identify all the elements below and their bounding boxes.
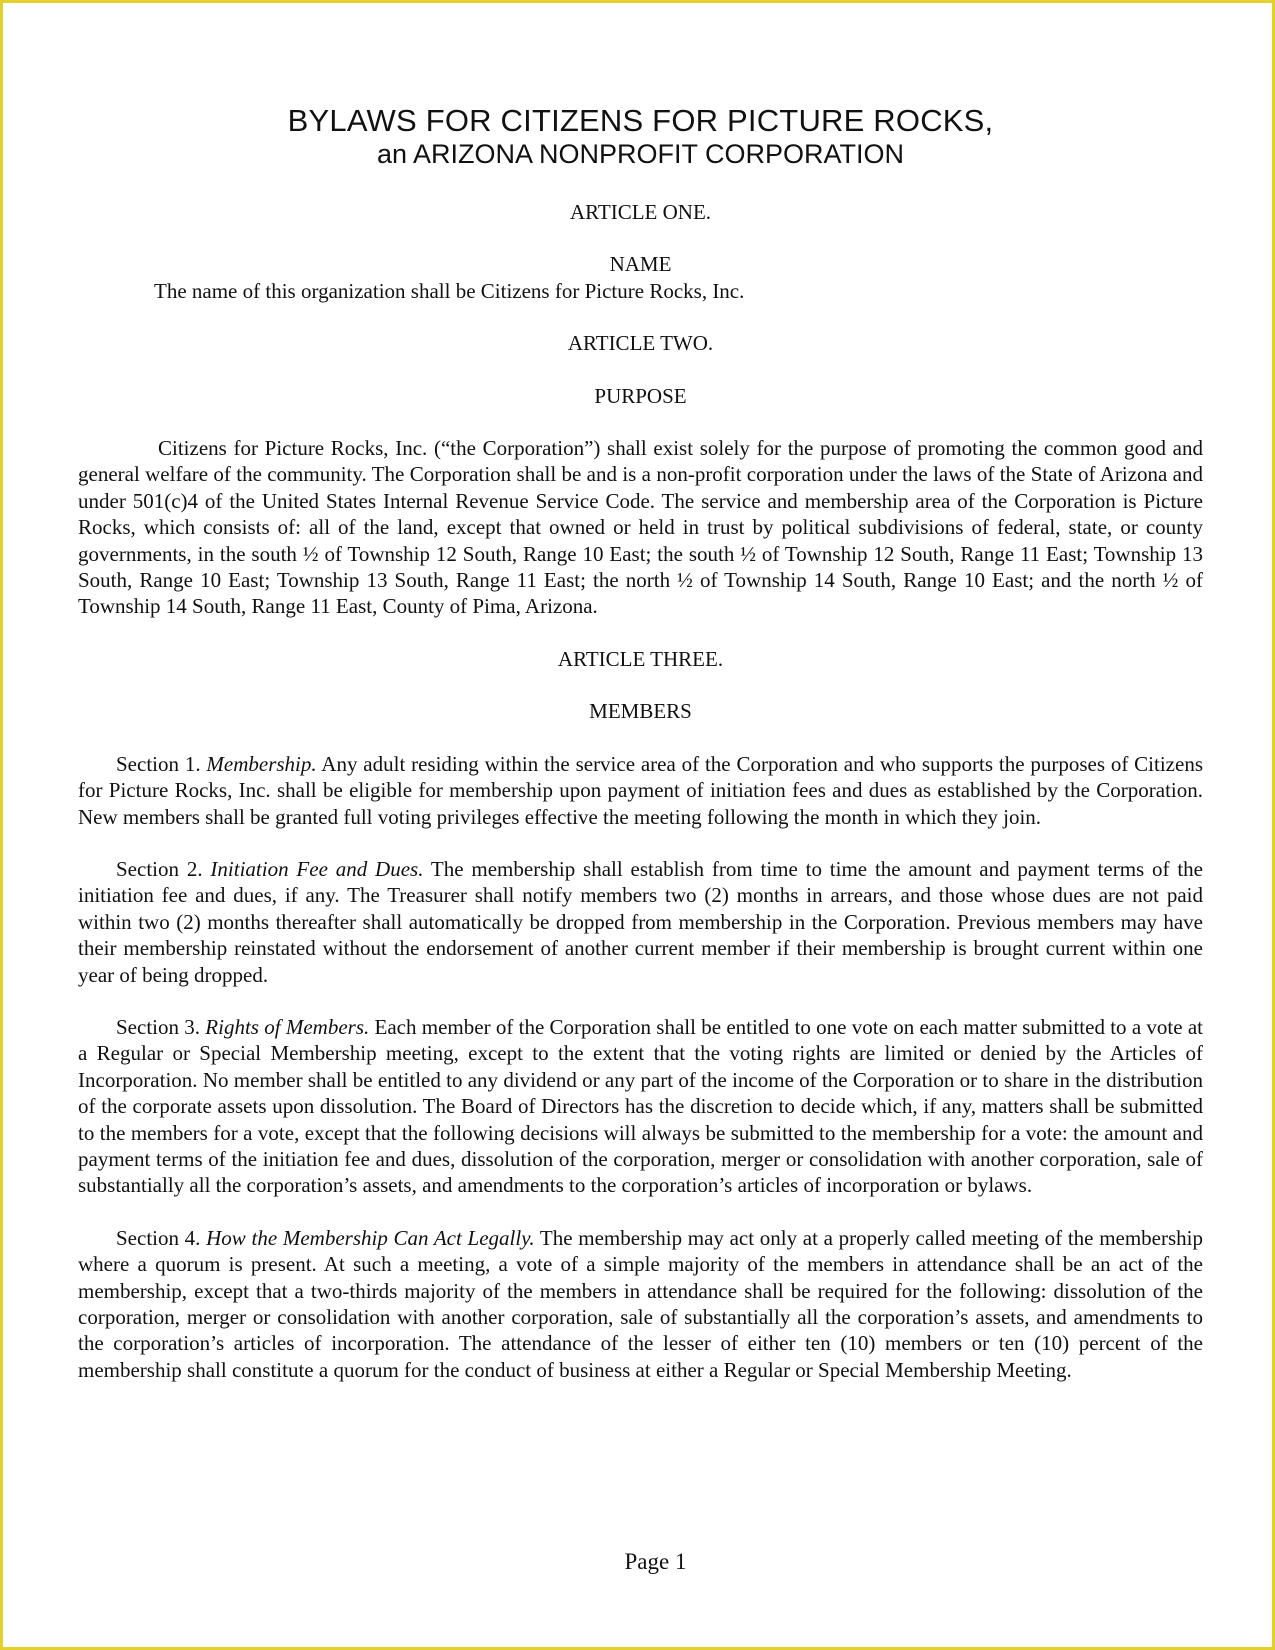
section-2-paragraph: [78, 856, 1203, 988]
document-title: BYLAWS FOR CITIZENS FOR PICTURE ROCKS,: [287, 103, 994, 138]
title-block: [78, 103, 1203, 169]
section-1-text: Any adult residing within the service area of the Corporation and who supports the purposes of Citizens for Picture Rocks, Inc. shall be eligible for membership upon payment of initiation fees and dues as established by the Corporation. New members shall be granted full voting privileges effective the meeting following the month in which they join.: [78, 751, 1203, 829]
article-one-heading: ARTICLE ONE.: [569, 200, 712, 224]
article-one-subheading: NAME: [609, 252, 672, 277]
article-two-heading: ARTICLE TWO.: [567, 331, 714, 356]
section-3-text: Each member of the Corporation shall be entitled to one vote on each matter submitted to a vote at a Regular or Special Membership meeting, except to the extent that the voting rights are limited or denied by the Articles of Incorporation. No member shall be entitled to any dividend or any part of the income of the Corporation or to share in the distribution of the corporate assets upon dissolution. The Board of Directors has the discretion to decide which, if any, matters shall be submitted to the members for a vote, except that the following decisions will always be submitted to the membership for a vote: the amount and payment terms of the initiation fee and dues, dissolution of the corporation, merger or consolidation with another corporation, sale of substantially all the corporation’s assets, and amendments to the corporation’s articles of incorporation or bylaws.: [78, 1014, 1204, 1198]
section-1-paragraph: [78, 751, 1203, 830]
article-three-subheading: MEMBERS: [589, 699, 692, 724]
section-4-title: How the Membership Can Act Legally.: [206, 1225, 535, 1250]
section-2-lead: Section 2.: [116, 856, 203, 881]
section-3-title: Rights of Members.: [205, 1014, 370, 1039]
section-3-paragraph: [78, 1014, 1203, 1199]
section-3-lead: Section 3.: [116, 1014, 201, 1039]
document-body: [78, 103, 1203, 1383]
section-4-lead: Section 4.: [116, 1225, 201, 1250]
section-4-text: The membership may act only at a properly called meeting of the membership where a quorum is present. At such a meeting, a vote of a simple majority of the members in attendance shall be an act of the membership, except that a two-thirds majority of the members in attendance shall be required for the following: dissolution of the corporation, merger or consolidation with another corporation, sale of substantially all the corporation’s assets, and amendments to the corporation’s articles of incorporation. The attendance of the lesser of either ten (10) members or ten (10) percent of the membership shall constitute a quorum for the conduct of business at either a Regular or Special Membership Meeting.: [78, 1225, 1204, 1382]
section-1-title: Membership.: [206, 751, 317, 776]
page-number: [3, 1549, 1275, 1575]
article-two-subheading: PURPOSE: [594, 383, 687, 408]
section-4-paragraph: [78, 1225, 1203, 1383]
document-subtitle: an ARIZONA NONPROFIT CORPORATION: [376, 139, 905, 169]
section-2-title: Initiation Fee and Dues.: [210, 856, 424, 881]
section-2-text: The membership shall establish from time to time the amount and payment terms of the initiation fee and dues, if any. The Treasurer shall notify members two (2) months in arrears, and those whose dues are not paid within two (2) months thereafter shall automatically be dropped from membership in the Corporation. Previous members may have their membership reinstated without the endorsement of another current member if their membership is brought current within one year of being dropped.: [78, 856, 1204, 987]
article-three-heading: ARTICLE THREE.: [557, 646, 724, 671]
article-two-text: Citizens for Picture Rocks, Inc. (“the Corporation”) shall exist solely for the purpose of promoting the common good and general welfare of the community. The Corporation shall be and is a non-profit corporation under the laws of the State of Arizona and under 501(c)4 of the United States Internal Revenue Service Code. The service and membership area of the Corporation is Picture Rocks, which consists of: all of the land, except that owned or held in trust by political subdivisions of federal, state, or county governments, in the south ½ of Township 12 South, Range 10 East; the south ½ of Township 12 South, Range 11 East; Township 13 South, Range 10 East; Township 13 South, Range 11 East; the north ½ of Township 14 South, Range 10 East; and the north ½ of Township 14 South, Range 11 East, County of Pima, Arizona.: [78, 436, 1203, 619]
section-1-lead: Section 1.: [116, 751, 201, 776]
article-one-text: The name of this organization shall be Citizens for Picture Rocks, Inc.: [154, 278, 745, 303]
page-number-label: Page 1: [624, 1549, 687, 1574]
